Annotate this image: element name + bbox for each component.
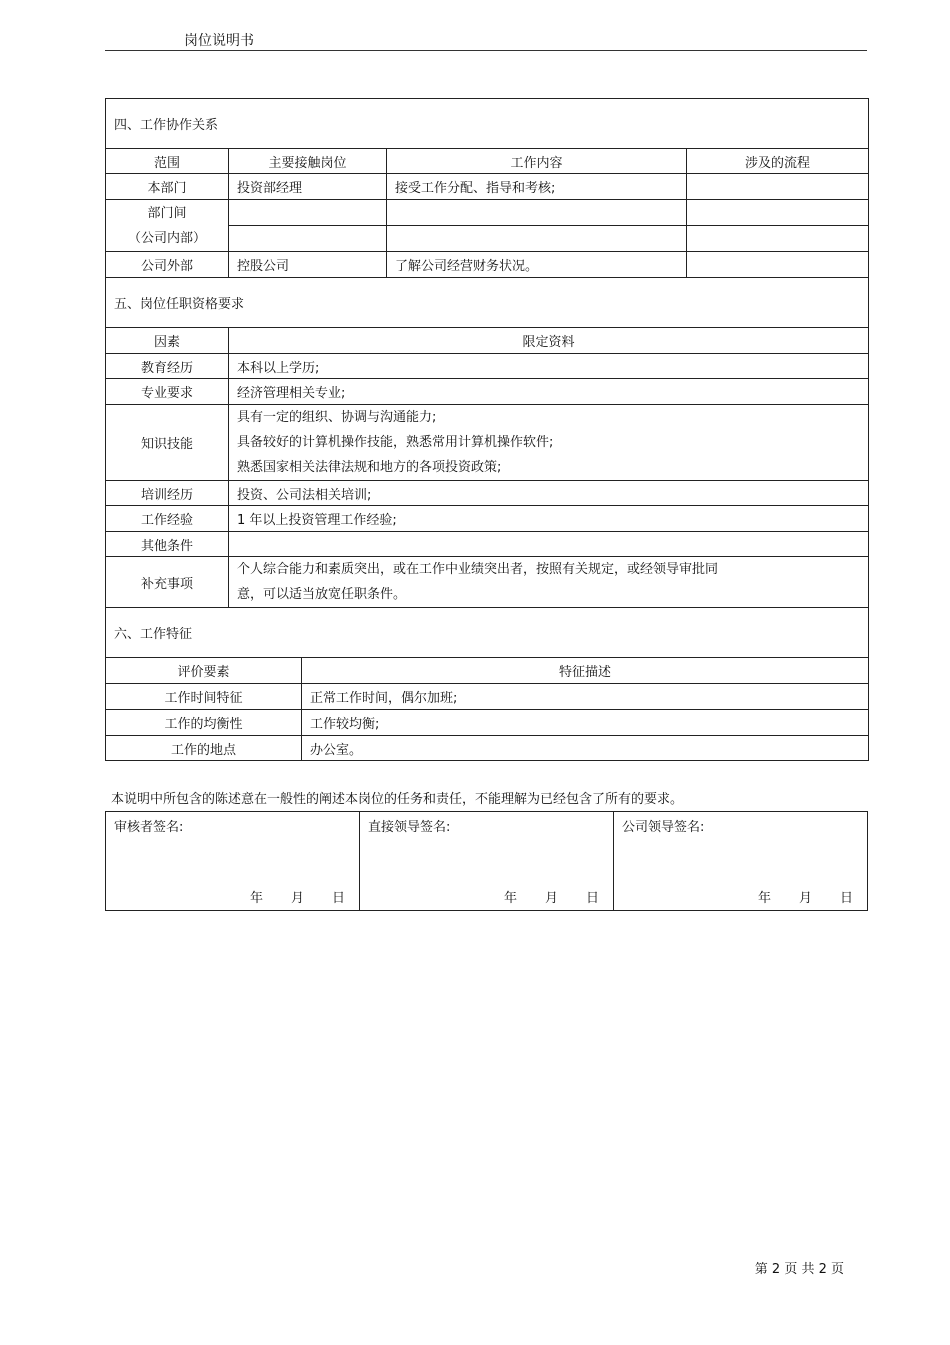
work-cell (387, 226, 687, 252)
header-divider (105, 50, 867, 51)
collaboration-table (105, 98, 869, 278)
post-cell: 投资部经理 (229, 174, 387, 200)
disclaimer-note: 本说明中所包含的陈述意在一般性的阐述本岗位的任务和责任，不能理解为已经包含了所有的要求。 (111, 792, 684, 807)
flow-cell (687, 226, 869, 252)
scope-cell (106, 200, 229, 252)
month-label: 月 (544, 891, 558, 906)
scope-cell: 本部门 (106, 174, 229, 200)
column-header: 因素 (106, 328, 229, 354)
requirement-line: 个人综合能力和素质突出，或在工作中业绩突出者，按照有关规定，或经领导审批同 (237, 562, 719, 577)
column-header: 工作内容 (387, 149, 687, 174)
work-cell: 了解公司经营财务状况。 (387, 252, 687, 278)
factor-cell: 教育经历 (106, 354, 229, 379)
description-cell: 工作较均衡; (302, 710, 869, 736)
month-label: 月 (798, 891, 812, 906)
year-label: 年 (249, 891, 263, 906)
section-title: 四、工作协作关系 (106, 99, 869, 149)
signature-label: 直接领导签名: (368, 820, 451, 835)
header-title: 岗位说明书 (184, 33, 254, 49)
factor-cell: 培训经历 (106, 481, 229, 506)
month-label: 月 (290, 891, 304, 906)
column-header: 限定资料 (229, 328, 869, 354)
requirement-line: 意，可以适当放宽任职条件。 (237, 587, 407, 602)
factor-cell: 其他条件 (106, 532, 229, 557)
requirement-line: 熟悉国家相关法律法规和地方的各项投资政策; (237, 460, 502, 475)
column-header: 评价要素 (106, 658, 302, 684)
year-label: 年 (757, 891, 771, 906)
factor-cell: 工作经验 (106, 506, 229, 532)
factor-cell: 工作的均衡性 (106, 710, 302, 736)
requirement-cell: 1 年以上投资管理工作经验; (229, 506, 869, 532)
requirement-cell (229, 557, 869, 608)
post-cell (229, 200, 387, 226)
factor-cell: 专业要求 (106, 379, 229, 405)
day-label: 日 (839, 891, 853, 906)
post-cell (229, 226, 387, 252)
factor-cell: 补充事项 (106, 557, 229, 608)
signature-table (105, 811, 868, 911)
scope-line: 部门间 (147, 205, 187, 221)
company-leader-signature-cell[interactable] (614, 812, 868, 911)
requirement-cell: 投资、公司法相关培训; (229, 481, 869, 506)
section-title: 六、工作特征 (106, 608, 869, 658)
work-characteristics-table (105, 607, 869, 761)
signature-label: 审核者签名: (114, 820, 184, 835)
date-fields (730, 887, 853, 906)
description-cell: 办公室。 (302, 736, 869, 761)
reviewer-signature-cell[interactable] (106, 812, 360, 911)
flow-cell (687, 252, 869, 278)
day-label: 日 (331, 891, 345, 906)
scope-line: （公司内部） (127, 230, 206, 246)
column-header: 范围 (106, 149, 229, 174)
date-fields (476, 887, 599, 906)
factor-cell: 工作时间特征 (106, 684, 302, 710)
post-cell: 控股公司 (229, 252, 387, 278)
requirement-line: 具备较好的计算机操作技能，熟悉常用计算机操作软件; (237, 435, 554, 450)
factor-cell: 知识技能 (106, 405, 229, 481)
year-label: 年 (503, 891, 517, 906)
factor-cell: 工作的地点 (106, 736, 302, 761)
requirement-cell (229, 405, 869, 481)
description-cell: 正常工作时间，偶尔加班; (302, 684, 869, 710)
flow-cell (687, 200, 869, 226)
date-fields (222, 887, 345, 906)
section-title: 五、岗位任职资格要求 (106, 278, 869, 328)
work-cell: 接受工作分配、指导和考核; (387, 174, 687, 200)
requirement-cell: 本科以上学历; (229, 354, 869, 379)
column-header: 主要接触岗位 (229, 149, 387, 174)
page-number: 第 2 页 共 2 页 (754, 1262, 844, 1277)
direct-leader-signature-cell[interactable] (360, 812, 614, 911)
day-label: 日 (585, 891, 599, 906)
requirement-cell: 经济管理相关专业; (229, 379, 869, 405)
qualification-table (105, 277, 869, 608)
requirement-cell (229, 532, 869, 557)
requirement-line: 具有一定的组织、协调与沟通能力; (237, 410, 437, 425)
signature-label: 公司领导签名: (622, 820, 705, 835)
work-cell (387, 200, 687, 226)
scope-cell: 公司外部 (106, 252, 229, 278)
flow-cell (687, 174, 869, 200)
column-header: 特征描述 (302, 658, 869, 684)
column-header: 涉及的流程 (687, 149, 869, 174)
